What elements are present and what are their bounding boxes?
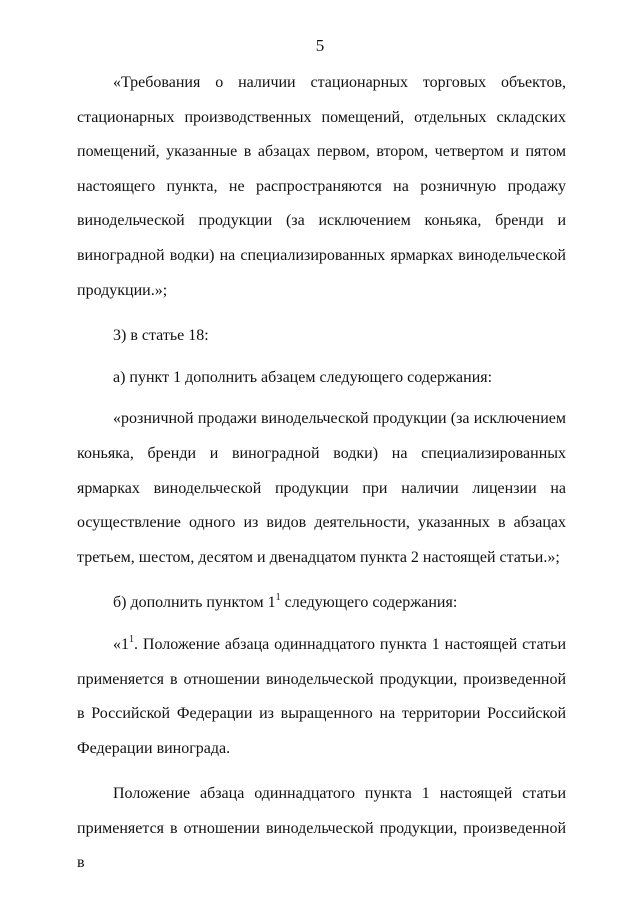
paragraph-retail-sale: «розничной продажи винодельческой продукции (за исключением коньяка, бренди и виноградной водки) на специализированных ярмарках винодельческой продукции при наличии лицензии на осуществление одного из видов деятельности, указанных в абзацах третьем, шестом, десятом и двенадцатом пункта 2 настоящей статьи.»; [77,410,566,566]
clause-1-1-text-start: «1 [113,635,129,653]
paragraph-trade-requirements: «Требования о наличии стационарных торговых объектов, стационарных производственных помещений, отдельных складских помещений, указанные в абзацах первом, втором, четвертом и пятом настоящего пункта, не распространяются на розничную продажу винодельческой продукции (за исключением коньяка, бренди и виноградной водки) на специализированных ярмарках винодельческой продукции.»; [77,74,566,299]
item-b-text-end: следующего содержания: [280,594,458,612]
clause-1-1-text-end: . Положение абзаца одиннадцатого пункта 1 настоящей статьи применяется в отношении винодельческой продукции, произведенной в Российской Федерации из выращенного на территории Российской Федерации винограда. [77,635,566,757]
paragraph-clause-1-1 [77,628,566,766]
paragraph-article-18: 3) в статье 18: [113,327,209,345]
paragraph-item-b [77,586,566,621]
paragraph-item-a: а) пункт 1 дополнить абзацем следующего содержания: [113,368,493,386]
item-b-text-start: б) дополнить пунктом 1 [113,594,276,612]
paragraph-clause-continuation: Положение абзаца одиннадцатого пункта 1 настоящей статьи применяется в отношении винодельческой продукции, произведенной в [77,785,566,872]
item-b-superscript: 1 [275,591,281,603]
document-body [77,66,566,881]
clause-1-1-superscript: 1 [129,633,134,645]
page-number: 5 [315,36,325,55]
